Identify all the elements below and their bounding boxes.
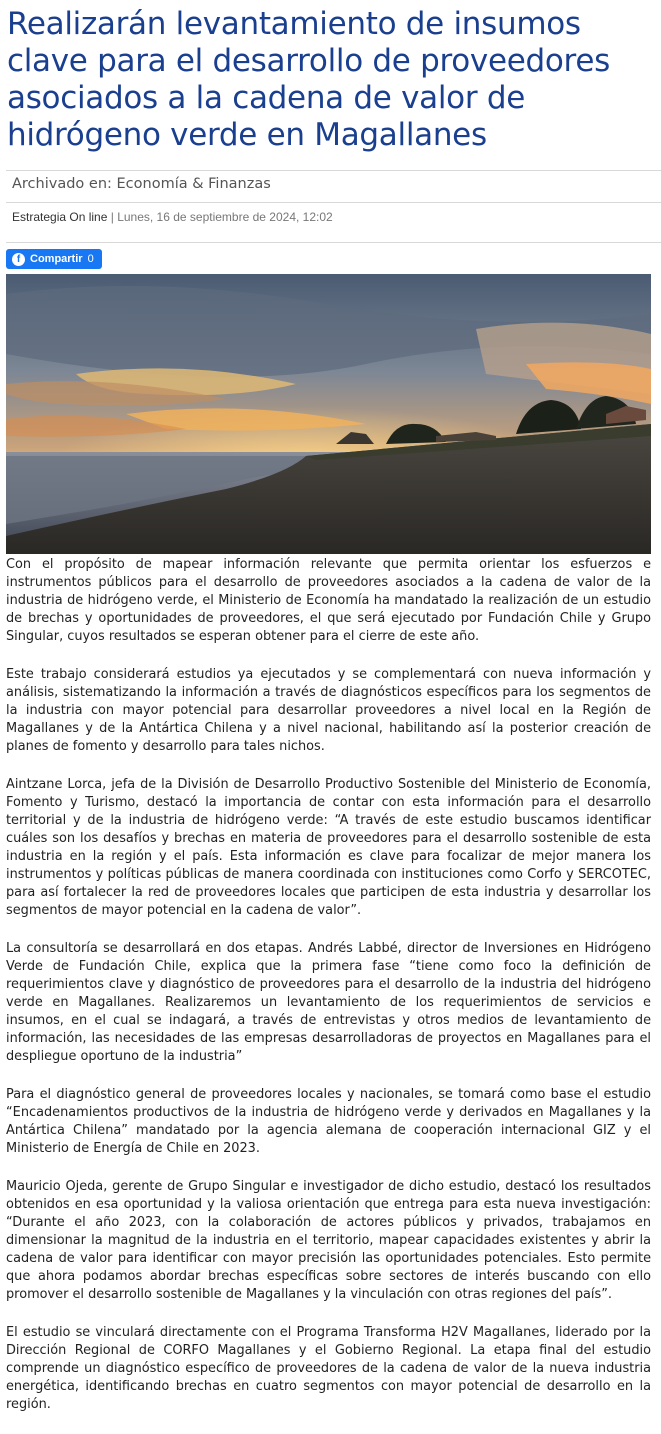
- paragraph: Para el diagnóstico general de proveedores locales y nacionales, se tomará como base el estudio “Encadenamientos productivos de la industria de hidrógeno verde y derivados en Magallanes y la Antártica Chilena” mandatado por la agencia alemana de cooperación internacional GIZ y el Ministerio de Energía de Chile en 2023.: [6, 1087, 651, 1156]
- facebook-share-button[interactable]: [6, 249, 102, 269]
- filed-under: [12, 176, 271, 192]
- article-date: Lunes, 16 de septiembre de 2024, 12:02: [117, 210, 333, 224]
- paragraph: Mauricio Ojeda, gerente de Grupo Singular e investigador de dicho estudio, destacó los resultados obtenidos en esa oportunidad y la valiosa orientación que entrega para esta nueva investigación: “Durante el año 2023, con la colaboración de actores públicos y privados, trabajamos en dimensionar la magnitud de la industria en el territorio, mapear capacidades existentes y abrir la cadena de valor para identificar con mayor precisión las oportunidades potenciales. Esto permite que ahora podamos abordar brechas específicas sobre sectores de interés buscando con ello promover el desarrollo sostenible de Magallanes y la vinculación con otras regiones del país”.: [6, 1179, 651, 1302]
- article-source: Estrategia On line: [12, 210, 108, 224]
- article-body: [6, 556, 651, 1434]
- filed-prefix: Archivado en:: [12, 176, 117, 192]
- paragraph: La consultoría se desarrollará en dos etapas. Andrés Labbé, director de Inversiones en Hidrógeno Verde de Fundación Chile, explica que la primera fase “tiene como foco la definición de requerimientos clave y diagnóstico de proveedores para el desarrollo de la industria del hidrógeno verde en Magallanes. Realizaremos un levantamiento de los requerimientos de servicios e insumos, en el cual se indagará, a través de entrevistas y otros medios de levantamiento de información, las necesidades de las empresas desarrolladoras de proyectos en Magallanes para el despliegue oportuno de la industria”: [6, 941, 651, 1064]
- paragraph: Este trabajo considerará estudios ya ejecutados y se complementará con nueva información y análisis, sistematizando la información a través de diagnósticos específicos para los segmentos de la industria con mayor potencial para desarrollar proveedores a nivel local en la Región de Magallanes y de la Antártica Chilena y a nivel nacional, habilitando así la posterior creación de planes de fomento y desarrollo para tales nichos.: [6, 667, 651, 754]
- divider-middle: [6, 202, 661, 203]
- paragraph: Aintzane Lorca, jefa de la División de Desarrollo Productivo Sostenible del Ministerio de Economía, Fomento y Turismo, destacó la importancia de contar con esta información para el desarrollo territorial y de la industria de hidrógeno verde: “A través de este estudio buscamos identificar cuáles son los desafíos y brechas en materia de proveedores para el desarrollo sostenible de esta industria en la región y el país. Esta información es clave para focalizar de mejor manera los instrumentos y políticas públicas de manera coordinada con instituciones como Corfo y SERCOTEC, para así fortalecer la red de proveedores locales que participen de esta industria y desarrollar los segmentos de mayor potencial en la cadena de valor”.: [6, 777, 651, 918]
- category-link[interactable]: Economía & Finanzas: [116, 176, 271, 192]
- share-label: Compartir: [30, 253, 83, 265]
- share-count: 0: [87, 253, 94, 265]
- facebook-icon: f: [12, 253, 25, 266]
- byline-separator: |: [107, 210, 118, 224]
- byline: [12, 210, 333, 224]
- paragraph: El estudio se vinculará directamente con el Programa Transforma H2V Magallanes, liderado por la Dirección Regional de CORFO Magallanes y el Gobierno Regional. La etapa final del estudio comprende un diagnóstico específico de proveedores de la cadena de valor de la nueva industria energética, identificando brechas en cuatro segmentos con mayor potencial de desarrollo en la región.: [6, 1325, 651, 1412]
- divider-bottom: [6, 242, 661, 243]
- paragraph: Con el propósito de mapear información relevante que permita orientar los esfuerzos e instrumentos públicos para el desarrollo de proveedores asociados a la cadena de valor de la industria de hidrógeno verde, el Ministerio de Economía ha mandatado la realización de un estudio de brechas y oportunidades de proveedores, el que será ejecutado por Fundación Chile y Grupo Singular, cuyos resultados se esperan obtener para el cierre de este año.: [6, 557, 651, 644]
- divider-top: [6, 170, 661, 171]
- article-photo: [6, 274, 651, 554]
- article-title: Realizarán levantamiento de insumos clave para el desarrollo de proveedores asociados a la cadena de valor de hidrógeno verde en Magallanes: [7, 6, 610, 153]
